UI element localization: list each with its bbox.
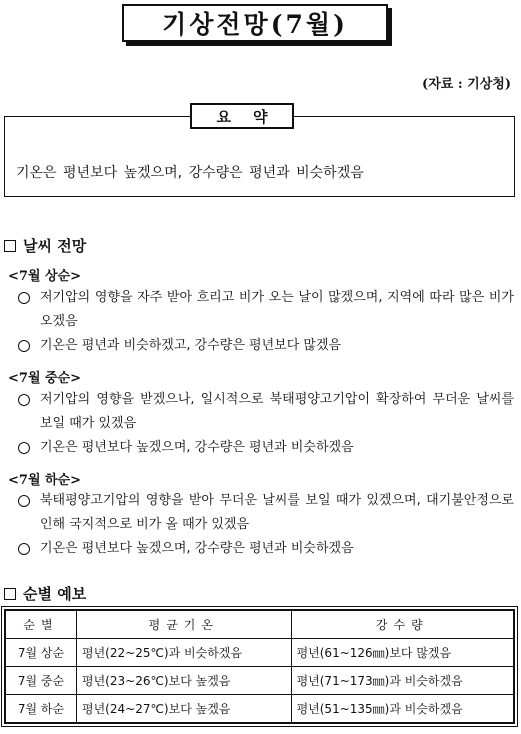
list-item-text: 북태평양고기압의 영향을 받아 무더운 날씨를 보일 때가 있겠으며, 대기불안정으로 인해 국지적으로 비가 올 때가 있겠음 <box>40 493 514 532</box>
circle-bullet-icon <box>18 495 30 507</box>
page-title: 기상전망(7월) <box>162 10 348 39</box>
table-cell: 7월 중순 <box>5 667 77 695</box>
list-item-text: 기온은 평년보다 높겠으며, 강수량은 평년과 비슷하겠음 <box>40 440 354 455</box>
circle-bullet-icon <box>18 442 30 454</box>
list-item-text: 기온은 평년과 비슷하겠고, 강수량은 평년보다 많겠음 <box>40 338 342 353</box>
table-cell: 평년(24~27℃)보다 높겠음 <box>77 695 292 724</box>
period-label-mid: <7월 중순> <box>8 371 82 386</box>
summary-label: 요약 <box>190 103 294 129</box>
column-header-temperature: 평균기온 <box>77 610 292 639</box>
square-bullet-icon <box>4 240 16 252</box>
weather-outlook-heading <box>4 235 86 256</box>
list-item <box>18 388 514 436</box>
list-item <box>18 436 514 460</box>
summary-text: 기온은 평년보다 높겠으며, 강수량은 평년과 비슷하겠음 <box>16 165 364 181</box>
column-header-precipitation: 강수량 <box>291 610 514 639</box>
table-row <box>5 667 514 695</box>
table-cell: 평년(51~135㎜)과 비슷하겠음 <box>291 695 514 724</box>
period-label-late: <7월 하순> <box>8 473 82 488</box>
table-cell: 평년(22~25℃)과 비슷하겠음 <box>77 639 292 667</box>
list-item <box>18 489 514 537</box>
period-forecast-title: 순별 예보 <box>23 585 87 603</box>
table-row <box>5 695 514 724</box>
list-item <box>18 334 514 358</box>
list-item <box>18 286 514 334</box>
circle-bullet-icon <box>18 543 30 555</box>
table-row <box>5 639 514 667</box>
table-header-row <box>5 610 514 639</box>
circle-bullet-icon <box>18 394 30 406</box>
table-cell: 평년(61~126㎜)보다 많겠음 <box>291 639 514 667</box>
square-bullet-icon <box>4 588 16 600</box>
column-header-period: 순별 <box>5 610 77 639</box>
list-item-text: 기온은 평년보다 높겠으며, 강수량은 평년과 비슷하겠음 <box>40 541 354 556</box>
table-cell: 평년(71~173㎜)과 비슷하겠음 <box>291 667 514 695</box>
list-item <box>18 537 514 561</box>
table-cell: 평년(23~26℃)보다 높겠음 <box>77 667 292 695</box>
period-forecast-heading <box>4 583 86 604</box>
period-label-early: <7월 상순> <box>8 269 82 284</box>
circle-bullet-icon <box>18 292 30 304</box>
circle-bullet-icon <box>18 340 30 352</box>
title-box <box>122 4 388 42</box>
table-cell: 7월 하순 <box>5 695 77 724</box>
source-note: (자료 : 기상청) <box>422 77 511 92</box>
list-item-text: 저기압의 영향을 받겠으나, 일시적으로 북태평양고기압이 확장하여 무더운 날씨를 보일 때가 있겠음 <box>40 392 514 431</box>
weather-outlook-title: 날씨 전망 <box>23 237 87 255</box>
table-cell: 7월 상순 <box>5 639 77 667</box>
list-item-text: 저기압의 영향을 자주 받아 흐리고 비가 오는 날이 많겠으며, 지역에 따라 많은 비가 오겠음 <box>40 290 514 329</box>
forecast-table <box>4 609 515 724</box>
